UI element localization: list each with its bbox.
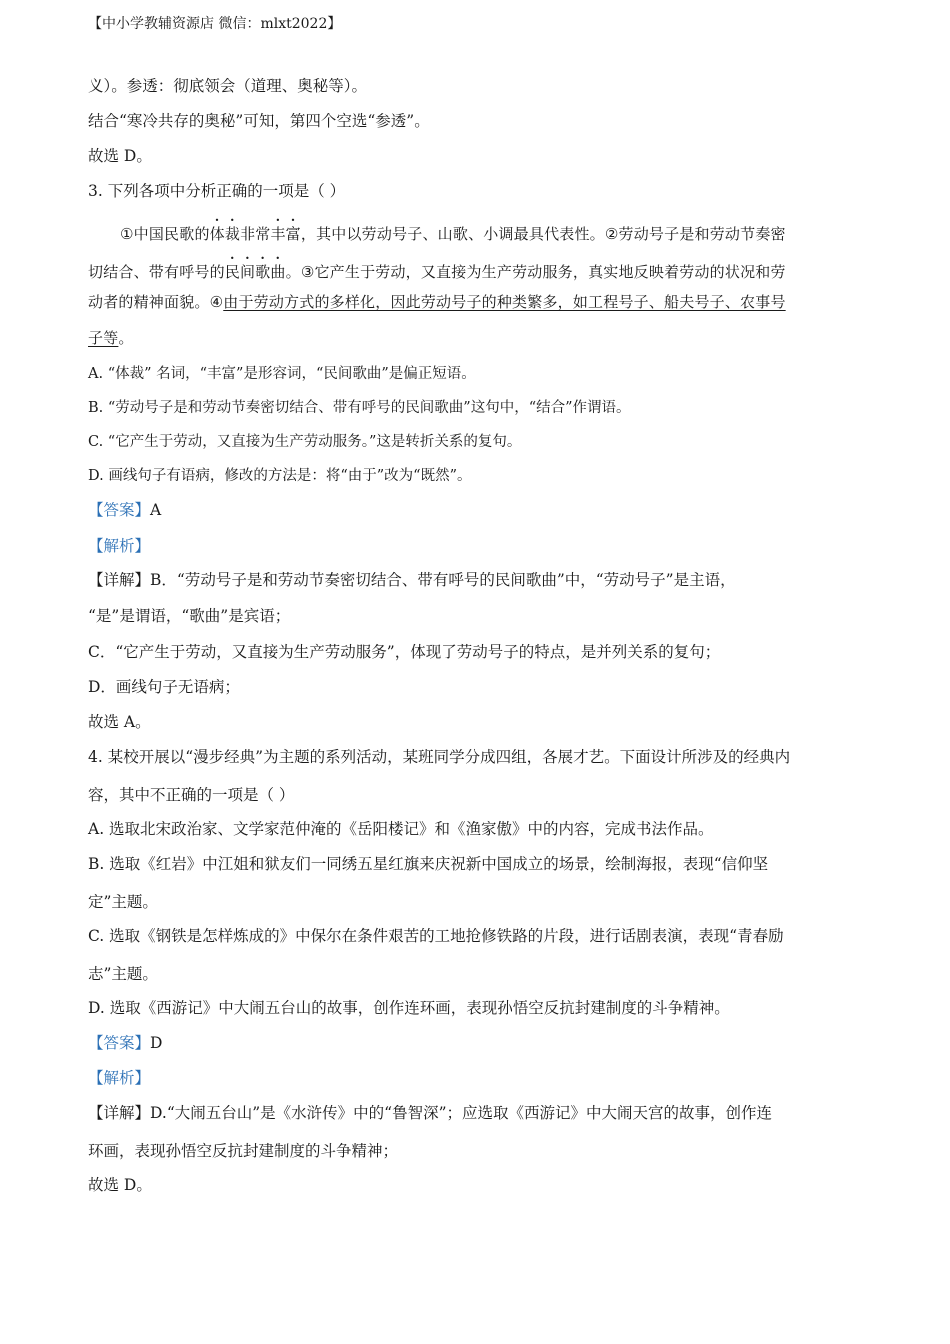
option-d: D. 选取《西游记》中大闹五台山的故事，创作连环画，表现孙悟空反抗封建制度的斗争精神。: [88, 999, 730, 1017]
detail-label: 【详解】: [88, 571, 151, 589]
detail-line: 故选 A。: [88, 713, 151, 731]
passage-line: 切结合、带有呼号的民间歌曲。③它产生于劳动，又直接为生产劳动服务，真实地反映着劳动的状况和劳: [88, 263, 786, 281]
answer-value: D: [150, 1034, 163, 1052]
option-c: C. 选取《钢铁是怎样炼成的》中保尔在条件艰苦的工地抢修铁路的片段，进行话剧表演，表现“青春励: [88, 927, 784, 945]
detail-line: 【详解】D.“大闹五台山”是《水浒传》中的“鲁智深”；应选取《西游记》中大闹天宫的故事，创作连: [88, 1104, 773, 1122]
answer-label: 【答案】: [88, 501, 151, 519]
passage-line: 子等。: [88, 329, 134, 347]
question-4-stem: 4. 某校开展以“漫步经典”为主题的系列活动，某班同学分成四组，各展才艺。下面设计所涉及的经典内: [88, 748, 791, 766]
answer-value: A: [150, 501, 162, 519]
page-header: 【中小学教辅资源店 微信：mlxt2022】: [88, 16, 342, 32]
answer-line: [88, 1033, 162, 1053]
text-line: 故选 D。: [88, 147, 152, 165]
option-b: 定”主题。: [88, 893, 158, 911]
option-c: 志”主题。: [88, 965, 158, 983]
option-a: A. “体裁” 名词，“丰富”是形容词，“民间歌曲”是偏正短语。: [88, 366, 476, 382]
underlined-sentence: 子等: [88, 329, 119, 347]
text-line: 义）。参透：彻底领会（道理、奥秘等）。: [88, 77, 368, 95]
question-3-stem: 3. 下列各项中分析正确的一项是（ ）: [88, 182, 346, 200]
answer-line: [88, 500, 161, 520]
emphasis-word: 丰富: [270, 225, 301, 243]
detail-line: D．画线句子无语病；: [88, 678, 240, 696]
passage-line: ①中国民歌的体裁非常丰富，其中以劳动号子、山歌、小调最具代表性。②劳动号子是和劳动节奏密: [120, 225, 786, 243]
analysis-label: 【解析】: [88, 1069, 151, 1087]
question-4-stem: 容，其中不正确的一项是（ ）: [88, 786, 295, 804]
option-b: B. 选取《红岩》中江姐和狱友们一同绣五星红旗来庆祝新中国成立的场景，绘制海报，表现“信仰坚: [88, 855, 769, 873]
detail-label: 【详解】: [88, 1104, 151, 1122]
detail-line: 故选 D。: [88, 1176, 152, 1194]
option-a: A. 选取北宋政治家、文学家范仲淹的《岳阳楼记》和《渔家傲》中的内容，完成书法作品。: [88, 820, 714, 838]
detail-line: C．“它产生于劳动，又直接为生产劳动服务”，体现了劳动号子的特点，是并列关系的复句；: [88, 643, 721, 661]
option-c: C. “它产生于劳动，又直接为生产劳动服务。”这是转折关系的复句。: [88, 434, 522, 450]
detail-line: 【详解】B．“劳动号子是和劳动节奏密切结合、带有呼号的民间歌曲”中，“劳动号子”是主语，: [88, 571, 736, 589]
emphasis-word: 民间歌曲: [224, 263, 286, 281]
detail-line: “是”是谓语，“歌曲”是宾语；: [88, 607, 291, 625]
passage-line: 动者的精神面貌。④由于劳动方式的多样化，因此劳动号子的种类繁多，如工程号子、船夫号子、农事号: [88, 293, 786, 311]
emphasis-word: 体裁: [209, 225, 241, 243]
option-d: D. 画线句子有语病，修改的方法是：将“由于”改为“既然”。: [88, 468, 472, 484]
underlined-sentence: 由于劳动方式的多样化，因此劳动号子的种类繁多，如工程号子、船夫号子、农事号: [223, 293, 786, 311]
detail-line: 环画，表现孙悟空反抗封建制度的斗争精神；: [88, 1142, 399, 1160]
answer-label: 【答案】: [88, 1034, 151, 1052]
option-b: B. “劳动号子是和劳动节奏密切结合、带有呼号的民间歌曲”这句中，“结合”作谓语。: [88, 400, 631, 416]
analysis-label: 【解析】: [88, 537, 151, 555]
text-line: 结合“寒冷共存的奥秘”可知，第四个空选“参透”。: [88, 112, 430, 130]
